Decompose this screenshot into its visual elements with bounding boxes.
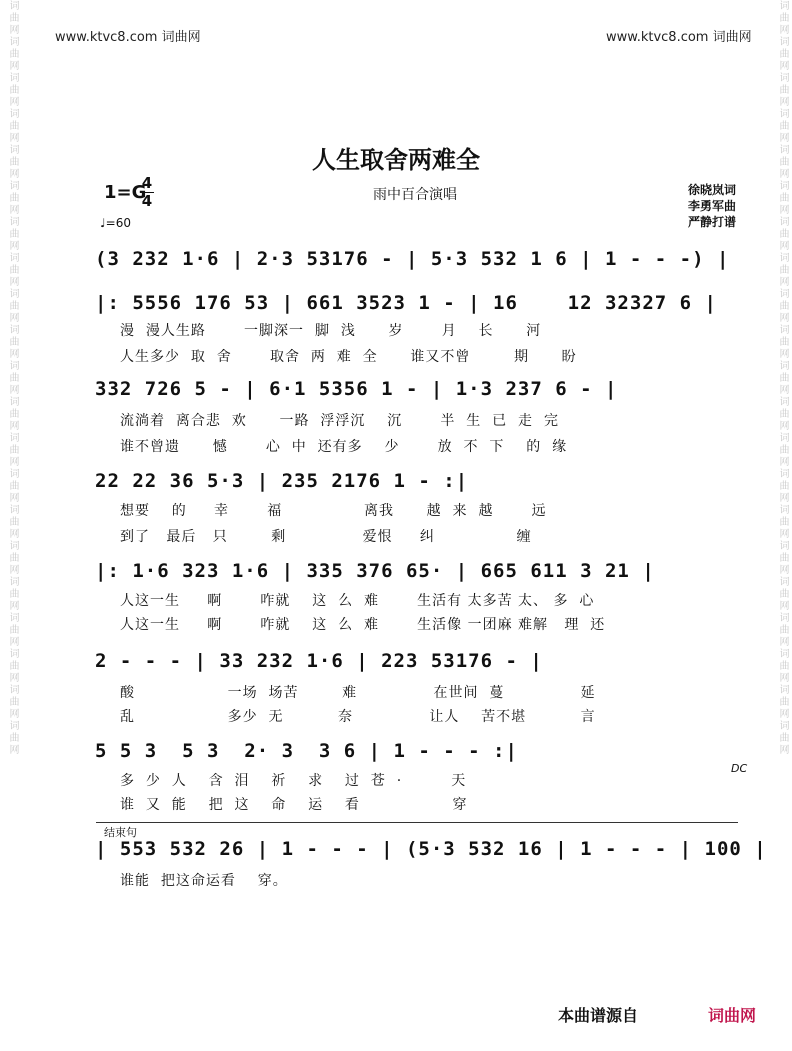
footer-source-site[interactable]: 词曲网	[708, 1006, 757, 1025]
tempo-marking: ♩=60	[100, 216, 131, 230]
dc-marking: DC	[731, 762, 748, 775]
header-site-left[interactable]: www.ktvc8.com 词曲网	[55, 30, 201, 45]
ending-bracket	[96, 822, 738, 823]
score-line-2: |: 5556 176 53 | 661 3523 1 - | 16 12 32327 6 |	[95, 292, 717, 314]
lyric-line-4b: 到了 最后 只 剩 爱恨 纠 缠	[120, 529, 532, 545]
header-site-right[interactable]: www.ktvc8.com 词曲网	[606, 30, 752, 45]
lyric-line-4a: 想要 的 幸 福 离我 越 来 越 远	[120, 503, 547, 519]
time-signature	[140, 176, 154, 209]
footer-source-label: 本曲谱源自	[558, 1006, 639, 1025]
lyric-line-3a: 流淌着 离合悲 欢 一路 浮浮沉 沉 半 生 已 走 完	[120, 413, 559, 429]
ending-label: 结束句	[104, 826, 137, 839]
lyric-line-5b: 人这一生 啊 咋就 这 么 难 生活像 一团麻 难解 理 还	[120, 617, 606, 633]
credits	[688, 182, 736, 230]
lyric-line-7a: 多 少 人 含 泪 祈 求 过 苍 · 天	[120, 773, 467, 789]
time-denominator: 4	[141, 192, 153, 210]
transcriber: 严静打谱	[688, 215, 737, 229]
lyric-line-8: 谁能 把这命运看 穿。	[120, 873, 288, 889]
side-watermark-right: 词曲网词曲网词曲网词曲网词曲网词曲网词曲网词曲网词曲网词曲网词曲网词曲网词曲网词曲网词曲网词曲网词曲网词曲网词曲网词曲网词曲网	[777, 0, 788, 756]
lyric-line-2a: 漫 漫人生路 一脚深一 脚 浅 岁 月 长 河	[120, 323, 542, 339]
score-line-1: (3 232 1·6 | 2·3 53176 - | 5·3 532 1 6 | 1 - - -) |	[95, 248, 730, 270]
song-title: 人生取舍两难全	[312, 146, 480, 174]
lyric-line-2b: 人生多少 取 舍 取舍 两 难 全 谁又不曾 期 盼	[120, 349, 577, 365]
key-signature: 1=G	[104, 182, 147, 203]
lyric-line-5a: 人这一生 啊 咋就 这 么 难 生活有 太多苦 太、 多 心	[120, 593, 595, 609]
song-subtitle: 雨中百合演唱	[373, 187, 457, 203]
score-line-7: 5 5 3 5 3 2· 3 3 6 | 1 - - - :|	[95, 740, 518, 762]
score-line-6: 2 - - - | 33 232 1·6 | 223 53176 - |	[95, 650, 543, 672]
composer: 李勇军曲	[688, 199, 737, 213]
lyric-line-6b: 乱 多少 无 奈 让人 苦不堪 言	[120, 709, 596, 725]
lyricist: 徐晓岚词	[688, 183, 737, 197]
score-line-3: 332 726 5 - | 6·1 5356 1 - | 1·3 237 6 - |	[95, 378, 618, 400]
score-line-4: 22 22 36 5·3 | 235 2176 1 - :|	[95, 470, 469, 492]
lyric-line-6a: 酸 一场 场苦 难 在世间 蔓 延	[120, 685, 596, 701]
lyric-line-7b: 谁 又 能 把 这 命 运 看 穿	[120, 797, 468, 813]
lyric-line-3b: 谁不曾遗 憾 心 中 还有多 少 放 不 下 的 缘	[120, 439, 568, 455]
side-watermark-left: 词曲网词曲网词曲网词曲网词曲网词曲网词曲网词曲网词曲网词曲网词曲网词曲网词曲网词曲网词曲网词曲网词曲网词曲网词曲网词曲网词曲网	[7, 0, 18, 756]
score-line-8: | 553 532 26 | 1 - - - | (5·3 532 16 | 1 - - - | 100 |	[95, 838, 767, 860]
time-numerator: 4	[141, 174, 153, 192]
score-line-5: |: 1·6 323 1·6 | 335 376 65· | 665 611 3 21 |	[95, 560, 655, 582]
